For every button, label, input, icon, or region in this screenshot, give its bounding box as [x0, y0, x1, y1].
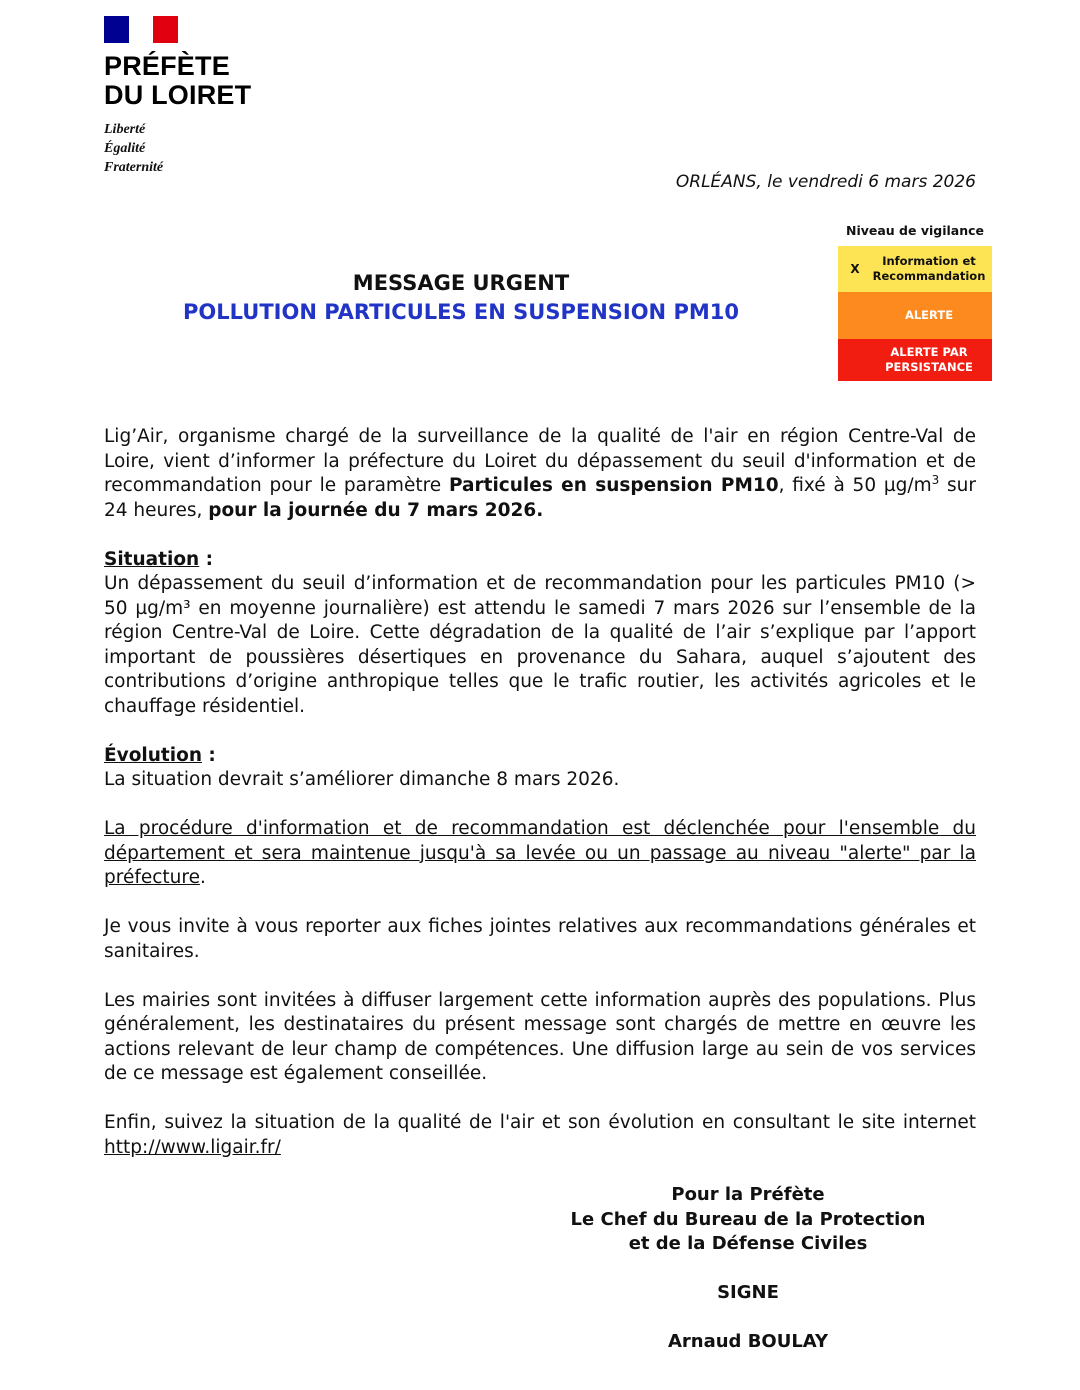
prefecture-line-1: PRÉFÈTE: [104, 51, 230, 81]
republic-motto: [104, 120, 163, 177]
intro-threshold: , fixé à 50 µg/m: [778, 475, 932, 496]
evolution-heading: Évolution: [104, 744, 202, 766]
vigilance-label-line: Recommandation: [872, 269, 986, 283]
intro-text: Lig’Air, organisme chargé de la surveillance de la qualité de l'air en région Centre-Val de Loire, vient d’informer la préfecture du Loiret du dépassement du seuil d'information et de recommandation pour le paramètre: [104, 426, 976, 496]
signature-signe: SIGNE: [717, 1282, 779, 1303]
motto-fraternite: Fraternité: [104, 160, 164, 175]
vigilance-level-label: [872, 345, 986, 375]
mairies-paragraph: Les mairies sont invitées à diffuser largement cette information auprès des populations. Plus généralement, les destinataires du présent message sont chargés de mettre en œuvre les actions relevant de leur champ de compétences. Une diffusion large au sein de vos services de ce message est également conseillée.: [104, 989, 976, 1084]
prefecture-line-2: DU LOIRET: [104, 80, 252, 110]
flag-blue-band: [104, 16, 129, 43]
message-title: MESSAGE URGENT: [352, 271, 570, 295]
heading-colon: :: [199, 548, 214, 570]
dateline: ORLÉANS, le vendredi 6 mars 2026: [675, 172, 976, 192]
flag-white-band: [129, 16, 154, 43]
heading-colon: :: [201, 744, 216, 766]
vigilance-level-alerte: [838, 292, 992, 339]
motto-liberte: Liberté: [104, 122, 146, 137]
intro-parameter: Particules en suspension PM10: [448, 475, 779, 496]
vigilance-selected-mark: X: [850, 262, 860, 276]
intro-superscript: 3: [931, 472, 940, 487]
republique-flag-logo: [104, 16, 178, 43]
situation-text: Un dépassement du seuil d’information et de recommandation pour les particules PM10 (> 50 µg/m³ en moyenne journalière) est attendu le samedi 7 mars 2026 sur l’ensemble de la région Centre-Val de Loire. Cette dégradation de la qualité de l’air s’explique par l’apport important de poussières désertiques en provenance du Sahara, auquel s’ajoutent des contributions d’origine anthropique telles que le trafic routier, les activités agricoles et le chauffage résidentiel.: [104, 573, 976, 717]
situation-heading: Situation: [104, 548, 200, 570]
prefecture-name: [104, 52, 251, 110]
vigilance-level-label: [872, 254, 986, 284]
vigilance-label-line: Information et: [882, 254, 976, 268]
procedure-period: .: [199, 867, 206, 888]
signature-line-1: Pour la Préfète: [671, 1184, 825, 1205]
message-subject: POLLUTION PARTICULES EN SUSPENSION PM10: [183, 300, 739, 324]
procedure-text: La procédure d'information et de recommandation est déclenchée pour l'ensemble du département et sera maintenue jusqu'à sa levée ou un passage au niveau "alerte" par la préfecture: [104, 818, 976, 888]
vigilance-label-line: ALERTE PAR: [890, 345, 968, 359]
vigilance-level-label: ALERTE: [904, 308, 954, 322]
signatory-name: Arnaud BOULAY: [667, 1331, 829, 1352]
intro-paragraph: [104, 425, 976, 523]
situation-section: [104, 548, 976, 720]
enfin-paragraph: [104, 1111, 976, 1160]
message-body: [104, 425, 976, 1185]
ligair-link[interactable]: http://www.ligair.fr/: [104, 1136, 281, 1158]
procedure-paragraph: [104, 817, 976, 891]
motto-egalite: Égalité: [104, 141, 146, 156]
flag-red-band: [153, 16, 178, 43]
intro-duration: sur 24 heures,: [104, 475, 976, 521]
vigilance-title: Niveau de vigilance: [845, 223, 984, 238]
signature-line-3: et de la Défense Civiles: [628, 1233, 868, 1254]
evolution-section: [104, 744, 976, 793]
vigilance-level-information: [838, 246, 992, 292]
enfin-text: Enfin, suivez la situation de la qualité de l'air et son évolution en consultant le site internet: [104, 1112, 976, 1133]
invite-paragraph: Je vous invite à vous reporter aux fiches jointes relatives aux recommandations générales et sanitaires.: [104, 916, 976, 962]
signature-block: [560, 1183, 936, 1355]
signature-line-2: Le Chef du Bureau de la Protection: [570, 1208, 926, 1230]
intro-date: pour la journée du 7 mars 2026.: [208, 499, 544, 521]
vigilance-label-line: PERSISTANCE: [885, 360, 973, 374]
vigilance-level-persistance: [838, 339, 992, 381]
evolution-text: La situation devrait s’améliorer dimanche 8 mars 2026.: [104, 769, 620, 790]
